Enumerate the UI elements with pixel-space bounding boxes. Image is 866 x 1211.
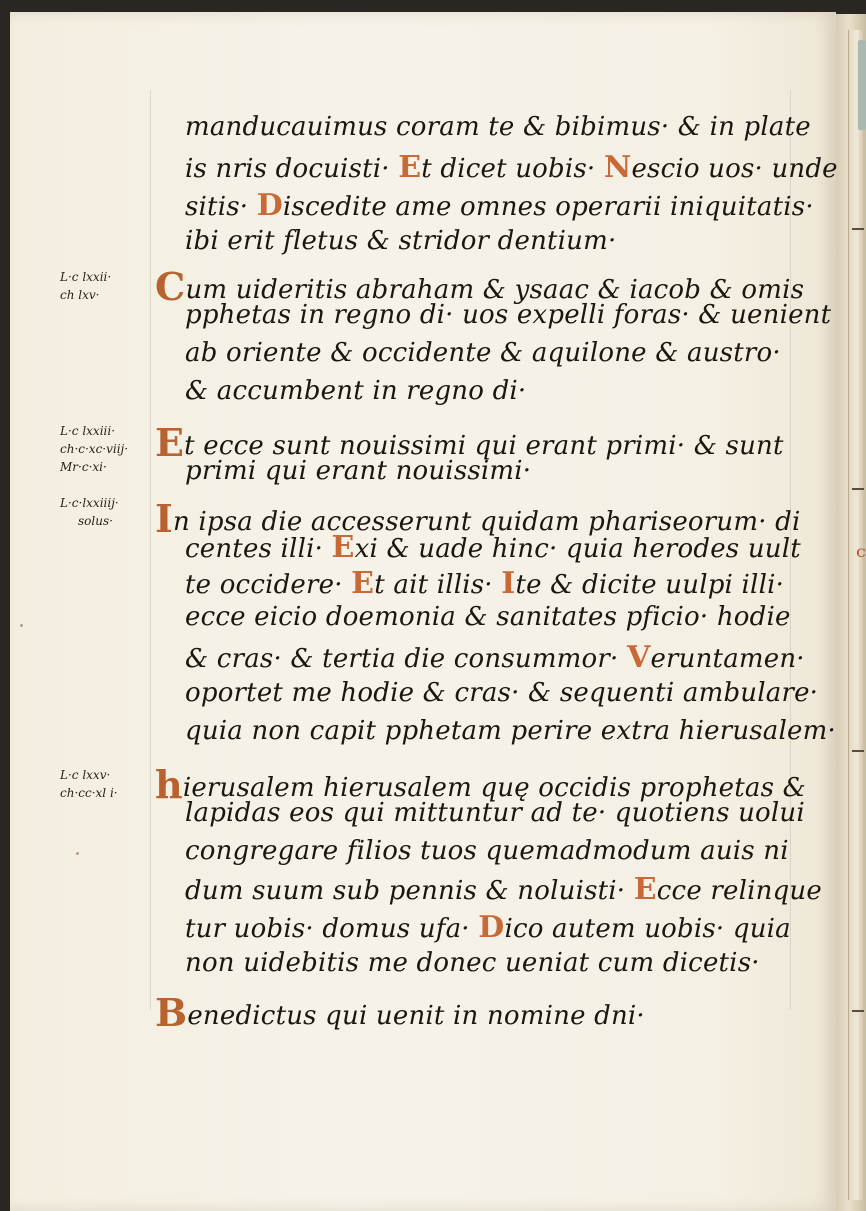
text-segment: t ecce sunt nouissimi qui erant primi· & sunt <box>184 431 784 461</box>
text-segment: t dicet uobis· <box>421 154 604 184</box>
text-line <box>185 602 791 632</box>
text-segment: & accumbent in regno di· <box>185 376 527 406</box>
text-segment: oportet me hodie & cras· & sequenti ambulare· <box>185 678 819 708</box>
rubricated-initial: D <box>256 188 283 223</box>
text-line <box>185 798 805 828</box>
text-line <box>155 988 645 1033</box>
rubricated-initial: E <box>633 872 657 907</box>
rubricated-initial: I <box>501 566 516 601</box>
edge-mark <box>852 1010 864 1012</box>
text-line <box>185 112 811 142</box>
text-segment: non uidebitis me donec ueniat cum dicetis· <box>185 948 760 978</box>
rubricated-initial: I <box>155 496 173 541</box>
text-segment: ab oriente & occidente & aquilone & austro· <box>185 338 781 368</box>
speck <box>20 624 23 627</box>
text-segment: lapidas eos qui mittuntur ad te· quotiens uolui <box>185 798 805 828</box>
rubricated-initial: D <box>478 910 505 945</box>
text-line <box>185 188 814 223</box>
margin-note-line: L·c lxxiii· <box>60 424 116 438</box>
text-line <box>185 640 805 675</box>
text-line <box>185 150 838 185</box>
text-segment: tur uobis· domus ufa· <box>185 914 479 944</box>
text-segment: ecce eicio doemonia & sanitates pficio· hodie <box>185 602 791 632</box>
text-line <box>185 910 791 945</box>
margin-note-line: L·c lxxv· <box>60 768 111 782</box>
text-line <box>185 456 531 486</box>
text-segment: escio uos· unde <box>631 154 838 184</box>
margin-note-line: ch·cc·xl i· <box>60 786 118 800</box>
rubricated-initial: V <box>626 640 651 675</box>
text-line <box>185 872 822 907</box>
text-segment: te occidere· <box>185 570 352 600</box>
rubricated-initial: N <box>603 150 632 185</box>
bleed-through-initial: ᶜ <box>856 540 866 573</box>
margin-note-line: ch lxv· <box>60 288 100 302</box>
text-line <box>185 338 781 368</box>
text-segment: cce relinque <box>656 876 822 906</box>
text-line <box>185 678 818 708</box>
text-segment: eruntamen· <box>650 644 805 674</box>
text-line <box>185 836 789 866</box>
text-segment: n ipsa die accesserunt quidam phariseorum· di <box>172 507 801 537</box>
margin-note-line: ch·c·xc·viij· <box>60 442 129 456</box>
margin-note-line: Mr·c·xi· <box>60 460 107 474</box>
page-tab <box>858 40 866 130</box>
text-segment: ierusalem hierusalem quę occidis prophetas & <box>182 773 806 803</box>
edge-mark <box>852 228 864 230</box>
text-segment: ico autem uobis· quia <box>504 914 791 944</box>
rubricated-initial: B <box>155 990 188 1035</box>
text-line <box>185 226 616 256</box>
margin-note <box>60 766 118 802</box>
text-segment: enedictus qui uenit in nomine dni· <box>187 1001 645 1031</box>
margin-note <box>60 494 119 530</box>
text-segment: & cras· & tertia die consummor· <box>185 644 627 674</box>
text-segment: congregare filios tuos quemadmodum auis ni <box>185 836 789 866</box>
text-segment: xi & uade hinc· quia herodes uult <box>354 534 801 564</box>
text-line <box>185 530 801 565</box>
text-segment: dum suum sub pennis & noluisti· <box>185 876 634 906</box>
edge-mark <box>852 488 864 490</box>
rubricated-initial: E <box>331 530 355 565</box>
text-line <box>185 300 831 330</box>
rubricated-initial: E <box>351 566 375 601</box>
text-segment: ibi erit fletus & stridor dentium· <box>185 226 617 256</box>
ruling-line <box>150 90 151 1010</box>
speck <box>76 852 79 855</box>
text-line <box>185 376 526 406</box>
margin-note-line: L·c·lxxiiij· <box>60 496 119 510</box>
rubricated-initial: E <box>398 150 422 185</box>
rubricated-initial: E <box>155 420 185 465</box>
text-segment: centes illi· <box>185 534 332 564</box>
text-segment: pphetas in regno di· uos expelli foras· & uenient <box>185 300 832 330</box>
text-segment: um uideritis abraham & ysaac & iacob & omis <box>185 275 805 305</box>
rubricated-initial: C <box>155 264 186 309</box>
edge-mark <box>852 750 864 752</box>
text-segment: sitis· <box>185 192 257 222</box>
text-segment: primi qui erant nouissimi· <box>185 456 532 486</box>
margin-note-line: L·c lxxii· <box>60 270 112 284</box>
text-segment: t ait illis· <box>374 570 502 600</box>
text-segment: is nris docuisti· <box>185 154 399 184</box>
margin-note <box>60 268 111 304</box>
margin-note <box>60 422 128 476</box>
text-line <box>185 566 784 601</box>
text-segment: manducauimus coram te & bibimus· & in plate <box>185 112 811 142</box>
margin-note-line: solus· <box>78 514 113 528</box>
text-segment: quia non capit pphetam perire extra hierusalem· <box>185 716 836 746</box>
text-segment: iscedite ame omnes operarii iniquitatis· <box>282 192 814 222</box>
text-line <box>185 948 760 978</box>
rubricated-initial: h <box>155 762 183 807</box>
next-page-edge <box>848 30 863 1200</box>
text-segment: te & dicite uulpi illi· <box>515 570 785 600</box>
text-line <box>185 716 836 746</box>
